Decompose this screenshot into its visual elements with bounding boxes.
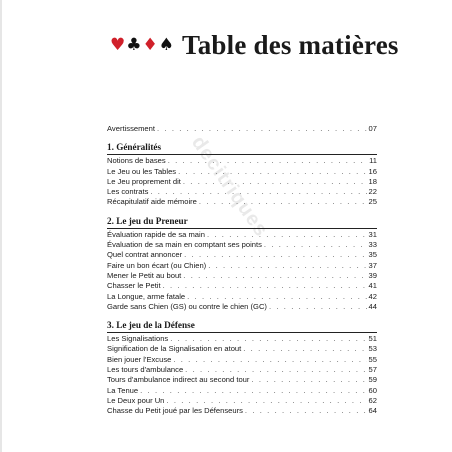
dot-leader bbox=[161, 281, 367, 291]
toc-entry-label: Quel contrat annoncer bbox=[107, 250, 183, 260]
toc-entry-label: Bien jouer l'Excuse bbox=[107, 354, 172, 364]
toc-entry[interactable] bbox=[107, 365, 377, 375]
dot-leader bbox=[185, 292, 367, 302]
page-header bbox=[110, 30, 399, 60]
toc-entry-page: 42 bbox=[368, 291, 377, 301]
watermark: decitriques bbox=[186, 132, 273, 242]
toc-entry[interactable] bbox=[107, 261, 377, 271]
toc-entry-label: Garde sans Chien (GS) ou contre le chien (GC) bbox=[107, 301, 267, 311]
toc-entry-page: 59 bbox=[368, 375, 377, 385]
dot-leader bbox=[176, 167, 367, 177]
toc-entry-label: Signification de la Signalisation en atout bbox=[107, 344, 242, 354]
dot-leader bbox=[138, 386, 367, 396]
toc-entry-label: La Tenue bbox=[107, 385, 139, 395]
toc-entry[interactable] bbox=[107, 240, 377, 250]
toc-entry-label: Faire un bon écart (ou Chien) bbox=[107, 260, 207, 270]
toc-entry-page: 57 bbox=[368, 365, 377, 375]
toc-entry[interactable] bbox=[107, 250, 377, 260]
toc-entry-page: 11 bbox=[369, 156, 377, 166]
dot-leader bbox=[197, 197, 367, 207]
page-title: Table des matières bbox=[182, 29, 399, 60]
toc-entry[interactable] bbox=[107, 230, 377, 240]
toc-entry[interactable] bbox=[107, 271, 377, 281]
dot-leader bbox=[164, 396, 367, 406]
toc-entry-label: La Longue, arme fatale bbox=[107, 291, 186, 301]
dot-leader bbox=[205, 230, 367, 240]
dot-leader bbox=[181, 271, 367, 281]
dot-leader bbox=[249, 375, 367, 385]
toc-entry-page: 07 bbox=[368, 124, 377, 133]
toc-entry-page: 16 bbox=[368, 166, 377, 176]
section-divider bbox=[107, 228, 377, 229]
toc-entry[interactable] bbox=[107, 386, 377, 396]
toc-entry[interactable] bbox=[107, 197, 377, 207]
toc-entry-label: Le Jeu proprement dit bbox=[107, 176, 181, 186]
toc-entry-page: 44 bbox=[368, 301, 377, 311]
toc-entry-label: Mener le Petit au bout bbox=[107, 270, 182, 280]
club-icon: ♣ bbox=[126, 34, 142, 55]
toc-entry-label: Avertissement bbox=[107, 124, 155, 133]
dot-leader bbox=[206, 261, 367, 271]
toc-entry[interactable] bbox=[107, 156, 377, 166]
spade-icon: ♠ bbox=[158, 34, 174, 55]
dot-leader bbox=[182, 250, 367, 260]
section-title: 2. Le jeu du Preneur bbox=[107, 215, 188, 226]
toc-entry[interactable] bbox=[107, 406, 377, 416]
toc-entry-label: Le Deux pour Un bbox=[107, 395, 165, 405]
toc-entry-label: Récapitulatif aide mémoire bbox=[107, 197, 197, 207]
toc-entry-page: 60 bbox=[368, 385, 377, 395]
toc-entry-page: 41 bbox=[368, 281, 377, 291]
dot-leader bbox=[267, 302, 367, 312]
toc-entry-label: Le Jeu ou les Tables bbox=[107, 166, 177, 176]
table-of-contents bbox=[107, 124, 377, 417]
toc-entry[interactable] bbox=[107, 281, 377, 291]
suit-symbols bbox=[110, 34, 174, 55]
dot-leader bbox=[243, 406, 367, 416]
section-divider bbox=[107, 154, 377, 155]
toc-entry-label: Chasser le Petit bbox=[107, 281, 161, 291]
toc-entry-page: 33 bbox=[368, 240, 377, 250]
toc-entry[interactable] bbox=[107, 167, 377, 177]
dot-leader bbox=[262, 240, 367, 250]
toc-entry[interactable] bbox=[107, 396, 377, 406]
section-title: 1. Généralités bbox=[107, 142, 162, 153]
toc-entry[interactable] bbox=[107, 177, 377, 187]
toc-entry-label: Les contrats bbox=[107, 187, 149, 197]
dot-leader bbox=[166, 156, 367, 166]
toc-entry-page: 35 bbox=[368, 250, 377, 260]
toc-entry[interactable] bbox=[107, 355, 377, 365]
toc-entry-label: Évaluation rapide de sa main bbox=[107, 229, 205, 239]
toc-entry-label: Les tours d'ambulance bbox=[107, 365, 184, 375]
section-divider bbox=[107, 332, 377, 333]
toc-entry-page: 53 bbox=[368, 344, 377, 354]
toc-entry-page: 55 bbox=[368, 354, 377, 364]
toc-entry-label: Évaluation de sa main en comptant ses points bbox=[107, 240, 262, 250]
dot-leader bbox=[148, 187, 367, 197]
toc-entry-page: 25 bbox=[368, 197, 377, 207]
section-title: 3. Le jeu de la Défense bbox=[107, 320, 195, 331]
toc-entry-label: Tours d'ambulance indirect au second tour bbox=[107, 375, 250, 385]
toc-entry-page: 31 bbox=[368, 229, 377, 239]
toc-entry[interactable] bbox=[107, 187, 377, 197]
toc-entry-label: Chasse du Petit joué par les Défenseurs bbox=[107, 406, 243, 416]
dot-leader bbox=[181, 177, 367, 187]
toc-entry[interactable] bbox=[107, 302, 377, 312]
dot-leader bbox=[171, 355, 367, 365]
toc-entry[interactable] bbox=[107, 344, 377, 354]
toc-entry-page: 37 bbox=[368, 260, 377, 270]
toc-entry-label: Notions de bases bbox=[107, 156, 166, 166]
toc-entry-label: Les Signalisations bbox=[107, 334, 169, 344]
toc-entry-page: 39 bbox=[368, 270, 377, 280]
toc-entry-avertissement[interactable] bbox=[107, 124, 377, 134]
toc-entry-page: 64 bbox=[368, 406, 377, 416]
dot-leader bbox=[168, 334, 367, 344]
page-edge bbox=[0, 0, 2, 452]
toc-entry-page: 18 bbox=[368, 176, 377, 186]
toc-entry[interactable] bbox=[107, 292, 377, 302]
toc-entry-page: 51 bbox=[368, 334, 377, 344]
toc-entry-page: 62 bbox=[368, 395, 377, 405]
toc-entry[interactable] bbox=[107, 375, 377, 385]
toc-entry-page: 22 bbox=[368, 187, 377, 197]
dot-leader bbox=[241, 344, 367, 354]
toc-entry[interactable] bbox=[107, 334, 377, 344]
diamond-icon: ♦ bbox=[142, 34, 158, 55]
heart-icon: ♥ bbox=[110, 34, 126, 55]
dot-leader bbox=[155, 124, 367, 134]
dot-leader bbox=[183, 365, 367, 375]
